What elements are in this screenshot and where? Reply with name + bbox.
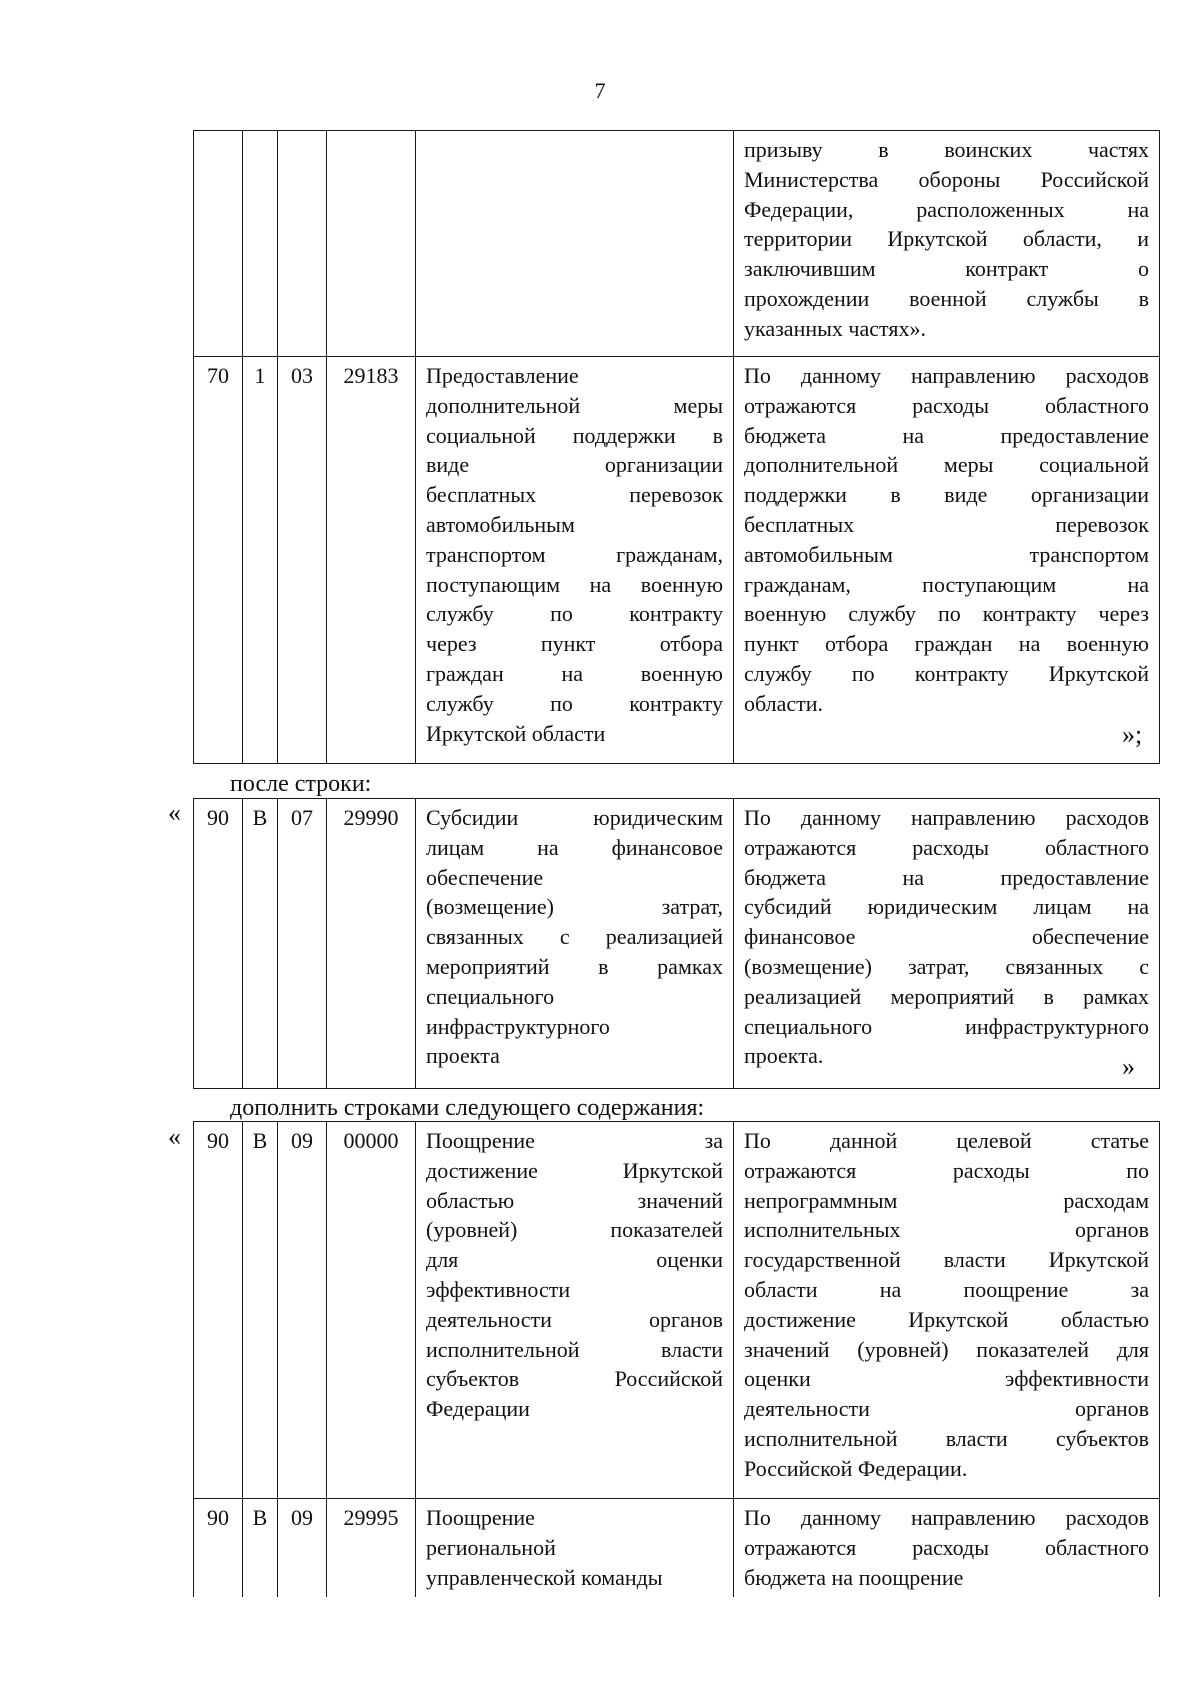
cell-text-line: отражаются расходы по (744, 1157, 1149, 1183)
cell-text-line: бюджета на предоставление (744, 422, 1149, 448)
cell-text-line: области. (744, 690, 824, 716)
cell-name (416, 131, 734, 357)
cell-text-line: Поощрение за (426, 1128, 723, 1153)
cell-text-line: автомобильным (426, 511, 575, 537)
cell-text-line: области на поощрение за (744, 1276, 1149, 1302)
cell-text-line: Поощрение (426, 1505, 535, 1530)
cell-text-line: (возмещение) затрат, (426, 894, 723, 920)
cell-text-line: (уровней) показателей (426, 1217, 723, 1243)
cell-name (416, 1499, 734, 1597)
table-row (194, 799, 1160, 1089)
cell-text-line: исполнительной власти субъектов (744, 1425, 1149, 1451)
cell-text-line: По данному направлению расходов (744, 363, 1149, 388)
cell-text-line: связанных с реализацией (426, 924, 723, 950)
cell-text-line: Субсидии юридическим (426, 805, 723, 830)
cell-text-line: управленческой команды (426, 1564, 663, 1590)
cell-text-line: граждан на военную (426, 660, 723, 686)
cell-text-line: отражаются расходы областного (744, 392, 1149, 418)
cell-text-line: региональной (426, 1534, 556, 1560)
cell-text-line: По данному направлению расходов (744, 1505, 1149, 1530)
cell-code-3: 03 (278, 357, 327, 764)
cell-description (734, 1122, 1160, 1499)
cell-code-2: В (243, 799, 278, 1089)
cell-text-line: автомобильным транспортом (744, 541, 1149, 567)
opening-quote-mark: « (168, 1122, 181, 1151)
cell-text-line: деятельности органов (426, 1306, 723, 1332)
cell-text-line: бесплатных перевозок (744, 511, 1149, 537)
cell-description (734, 131, 1160, 357)
cell-text-line: заключившим контракт о (744, 256, 1149, 282)
opening-quote-mark: « (168, 798, 181, 827)
cell-name (416, 357, 734, 764)
cell-text-line: непрограммным расходам (744, 1187, 1149, 1213)
cell-code-2: 1 (243, 357, 278, 764)
cell-text-line: прохождении военной службы в (744, 285, 1149, 311)
closing-quote-mark: » (1122, 1052, 1135, 1081)
cell-name (416, 1122, 734, 1499)
cell-text-line: призыву в воинских частях (744, 137, 1149, 162)
budget-table-part-2 (193, 798, 1160, 1089)
cell-text-line: эффективности (426, 1276, 571, 1302)
table-row (194, 1499, 1160, 1597)
cell-text-line: проекта (426, 1043, 500, 1069)
budget-table-part-3 (193, 1121, 1160, 1597)
section-label-add-rows: дополнить строками следующего содержания: (230, 1095, 705, 1121)
cell-text-line: (возмещение) затрат, связанных с (744, 953, 1149, 979)
cell-text-line: службу по контракту (426, 601, 723, 627)
cell-text-line: отражаются расходы областного (744, 834, 1149, 860)
cell-text-line: через пункт отбора (426, 631, 723, 657)
cell-text-line: значений (уровней) показателей для (744, 1336, 1149, 1362)
cell-text-line: транспортом гражданам, (426, 541, 723, 567)
cell-text-line: Иркутской области (426, 720, 606, 746)
cell-text-line: специального инфраструктурного (744, 1013, 1149, 1039)
cell-text-line: Российской Федерации. (744, 1455, 968, 1481)
cell-code-1 (194, 131, 243, 357)
cell-text-line: оценки эффективности (744, 1366, 1149, 1392)
cell-text-line: реализацией мероприятий в рамках (744, 983, 1149, 1009)
section-label-after-row: после строки: (230, 771, 372, 797)
cell-code-3 (278, 131, 327, 357)
cell-text-line: поступающим на военную (426, 571, 723, 597)
cell-code-1: 70 (194, 357, 243, 764)
cell-code-4: 29990 (327, 799, 416, 1089)
cell-text-line: службу по контракту Иркутской (744, 660, 1149, 686)
cell-text-line: бюджета на поощрение (744, 1564, 964, 1590)
cell-code-1: 90 (194, 1499, 243, 1597)
cell-text-line: дополнительной меры социальной (744, 452, 1149, 478)
cell-code-4: 00000 (327, 1122, 416, 1499)
cell-text-line: лицам на финансовое (426, 834, 723, 860)
cell-text-line: обеспечение (426, 864, 544, 890)
cell-code-3: 09 (278, 1499, 327, 1597)
cell-text-line: дополнительной меры (426, 392, 723, 418)
cell-code-3: 07 (278, 799, 327, 1089)
cell-text-line: поддержки в виде организации (744, 482, 1149, 508)
cell-code-2: В (243, 1499, 278, 1597)
cell-text-line: для оценки (426, 1247, 723, 1273)
cell-text-line: Министерства обороны Российской (744, 166, 1149, 192)
cell-text-line: проекта. (744, 1043, 824, 1069)
cell-text-line: областью значений (426, 1187, 723, 1213)
cell-text-line: виде организации (426, 452, 723, 478)
cell-text-line: Федерации, расположенных на (744, 196, 1149, 222)
cell-text-line: деятельности органов (744, 1396, 1149, 1422)
budget-table-part-1 (193, 130, 1160, 764)
cell-text-line: инфраструктурного (426, 1013, 610, 1039)
cell-name (416, 799, 734, 1089)
cell-text-line: По данному направлению расходов (744, 805, 1149, 830)
table-row (194, 1122, 1160, 1499)
cell-text-line: Федерации (426, 1396, 530, 1422)
cell-code-2: В (243, 1122, 278, 1499)
table-row (194, 357, 1160, 764)
cell-text-line: социальной поддержки в (426, 422, 723, 448)
cell-text-line: территории Иркутской области, и (744, 226, 1149, 252)
cell-code-4 (327, 131, 416, 357)
cell-text-line: гражданам, поступающим на (744, 571, 1149, 597)
cell-text-line: мероприятий в рамках (426, 953, 723, 979)
cell-text-line: службу по контракту (426, 690, 723, 716)
cell-text-line: бесплатных перевозок (426, 482, 723, 508)
cell-code-4: 29995 (327, 1499, 416, 1597)
cell-code-1: 90 (194, 1122, 243, 1499)
cell-code-4: 29183 (327, 357, 416, 764)
cell-text-line: специального (426, 983, 555, 1009)
cell-text-line: военную службу по контракту через (744, 601, 1149, 627)
page-number: 7 (594, 78, 606, 103)
cell-text-line: указанных частях». (744, 315, 926, 341)
cell-code-3: 09 (278, 1122, 327, 1499)
cell-text-line: исполнительных органов (744, 1217, 1149, 1243)
cell-text-line: достижение Иркутской областью (744, 1306, 1149, 1332)
closing-quote-mark: »; (1122, 720, 1143, 749)
cell-text-line: исполнительной власти (426, 1336, 723, 1362)
cell-text-line: Предоставление (426, 363, 579, 388)
cell-text-line: субъектов Российской (426, 1366, 723, 1392)
cell-code-2 (243, 131, 278, 357)
cell-text-line: По данной целевой статье (744, 1128, 1149, 1153)
cell-description (734, 357, 1160, 764)
cell-text-line: пункт отбора граждан на военную (744, 631, 1149, 657)
cell-description (734, 799, 1160, 1089)
cell-text-line: финансовое обеспечение (744, 924, 1149, 950)
cell-text-line: государственной власти Иркутской (744, 1247, 1149, 1273)
cell-code-1: 90 (194, 799, 243, 1089)
cell-description (734, 1499, 1160, 1597)
cell-text-line: субсидий юридическим лицам на (744, 894, 1149, 920)
table-row (194, 131, 1160, 357)
cell-text-line: достижение Иркутской (426, 1157, 723, 1183)
cell-text-line: бюджета на предоставление (744, 864, 1149, 890)
cell-text-line: отражаются расходы областного (744, 1534, 1149, 1560)
